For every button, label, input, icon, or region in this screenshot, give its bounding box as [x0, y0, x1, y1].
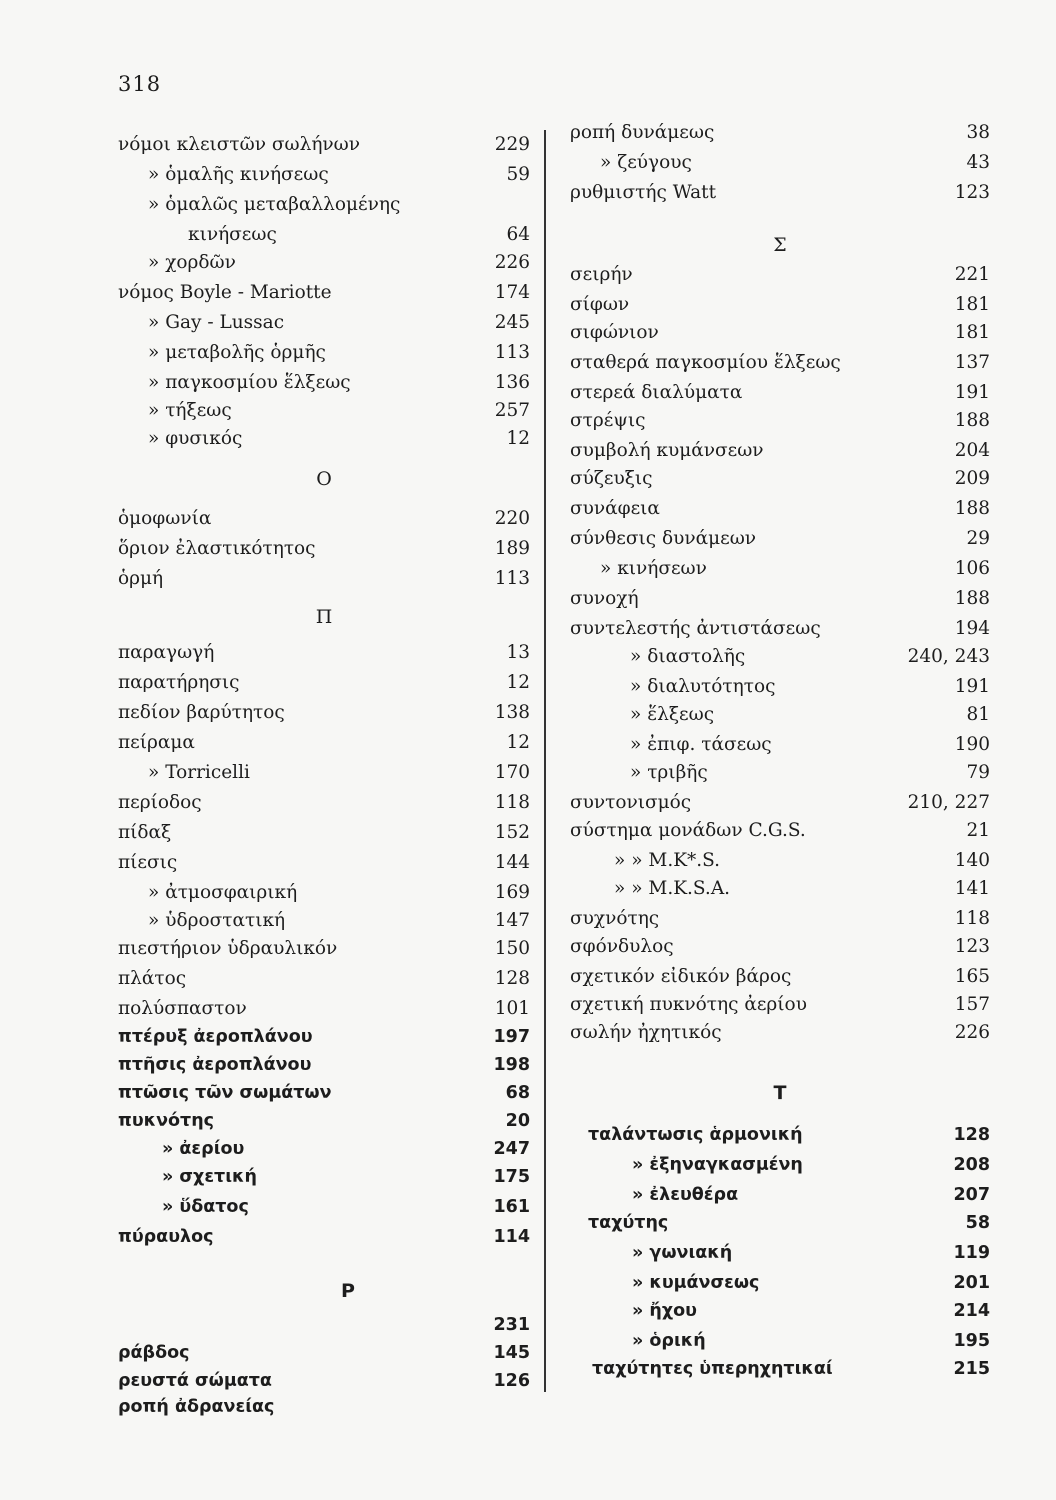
entry-page: 20 [505, 1111, 530, 1131]
entry-term: ρευστά σώματα [118, 1371, 272, 1391]
entry-page: 12 [506, 732, 530, 753]
index-entry [570, 526, 990, 552]
index-entry [118, 222, 530, 248]
index-entry [570, 1182, 990, 1208]
entry-term: ὁμοφωνία [118, 508, 212, 529]
index-entry [570, 1152, 990, 1178]
index-entry [118, 760, 530, 786]
entry-term: » διαστολῆς [630, 646, 746, 667]
entry-page: 123 [954, 936, 990, 957]
entry-term: σχετική πυκνότης ἀερίου [570, 994, 807, 1015]
index-entry [118, 1394, 530, 1420]
index-entry [118, 398, 530, 424]
column-divider [544, 130, 546, 1392]
entry-page: 119 [953, 1243, 990, 1263]
index-entry [570, 964, 990, 990]
index-entry [118, 670, 530, 696]
entry-term: ταχύτητες ὑπερηχητικαί [592, 1359, 833, 1379]
entry-term: ρυθμιστής Watt [570, 182, 717, 203]
entry-term: » φυσικός [148, 428, 243, 449]
entry-page: 152 [494, 822, 530, 843]
index-entry [118, 820, 530, 846]
entry-term: » ἤχου [632, 1301, 697, 1321]
entry-term: νόμοι κλειστῶν σωλήνων [118, 134, 360, 155]
entry-term: σωλήν ἠχητικός [570, 1022, 722, 1043]
entry-term: πολύσπαστον [118, 998, 247, 1019]
entry-page: 214 [953, 1301, 990, 1321]
entry-page: 12 [506, 672, 530, 693]
entry-page: 201 [953, 1273, 990, 1293]
entry-term: » ἐξηναγκασμένη [632, 1155, 803, 1175]
index-entry [570, 818, 990, 844]
entry-term: στερεά διαλύματα [570, 382, 743, 403]
index-entry [570, 616, 990, 642]
entry-page: 204 [954, 440, 990, 461]
index-entry [118, 700, 530, 726]
index-entry [118, 566, 530, 592]
entry-term: » ἐλευθέρα [632, 1185, 739, 1205]
entry-term: πτέρυξ ἀεροπλάνου [118, 1027, 313, 1047]
entry-page: 68 [505, 1083, 530, 1103]
index-entry [570, 180, 990, 206]
index-entry [570, 320, 990, 346]
index-entry [570, 262, 990, 288]
index-entry [118, 1340, 530, 1366]
index-entry [118, 370, 530, 396]
index-entry [570, 1020, 990, 1046]
entry-page: 240, 243 [907, 646, 990, 667]
entry-page: 174 [494, 282, 530, 303]
index-entry [570, 350, 990, 376]
index-entry [570, 702, 990, 728]
index-entry [570, 1210, 990, 1236]
entry-term: » » M.K*.S. [614, 850, 721, 871]
entry-page: 194 [954, 618, 990, 639]
section-heading: Ρ [341, 1280, 355, 1302]
index-entry [570, 380, 990, 406]
entry-page: 150 [494, 938, 530, 959]
entry-page: 257 [494, 400, 530, 421]
entry-term: » μεταβολῆς ὁρμῆς [148, 342, 326, 363]
entry-page: 13 [506, 642, 530, 663]
index-entry [570, 992, 990, 1018]
index-entry [570, 732, 990, 758]
entry-page: 229 [494, 134, 530, 155]
index-entry [118, 1052, 530, 1078]
entry-page: 126 [493, 1371, 530, 1391]
index-entry [570, 1270, 990, 1296]
entry-term: » ἀτμοσφαιρική [148, 882, 298, 903]
entry-term: » ὁρική [632, 1331, 706, 1351]
entry-page: 21 [966, 820, 990, 841]
index-entry [118, 1136, 530, 1162]
entry-term: πλάτος [118, 968, 187, 989]
entry-page: 231 [493, 1315, 530, 1335]
entry-term: » κυμάνσεως [632, 1273, 760, 1293]
entry-page: 101 [494, 998, 530, 1019]
entry-term: κινήσεως [188, 224, 277, 245]
entry-term: συντελεστής ἀντιστάσεως [570, 618, 821, 639]
entry-page: 144 [494, 852, 530, 873]
entry-term: ροπή δυνάμεως [570, 122, 715, 143]
entry-page: 157 [954, 994, 990, 1015]
entry-page: 221 [954, 264, 990, 285]
entry-term: πτῆσις ἀεροπλάνου [118, 1055, 312, 1075]
index-entry [118, 506, 530, 532]
entry-term: πίδαξ [118, 822, 172, 843]
entry-page: 123 [954, 182, 990, 203]
index-entry [570, 1328, 990, 1354]
entry-page: 165 [954, 966, 990, 987]
entry-term: » τήξεως [148, 400, 232, 421]
entry-page: 138 [494, 702, 530, 723]
entry-page: 226 [954, 1022, 990, 1043]
entry-page: 38 [966, 122, 990, 143]
entry-page: 220 [494, 508, 530, 529]
entry-term: σύζευξις [570, 468, 653, 489]
entry-term: » » M.K.S.A. [614, 878, 731, 899]
entry-term: » Gay - Lussac [148, 312, 285, 333]
entry-page: 29 [966, 528, 990, 549]
index-entry [118, 880, 530, 906]
entry-page: 141 [954, 878, 990, 899]
entry-page: 215 [953, 1359, 990, 1379]
entry-term: ροπή ἀδρανείας [118, 1397, 275, 1417]
entry-page: 113 [494, 342, 530, 363]
entry-term: σχετικόν εἰδικόν βάρος [570, 966, 792, 987]
index-entry [570, 292, 990, 318]
index-entry [118, 1164, 530, 1190]
entry-term: πύραυλος [118, 1227, 214, 1247]
index-entry [570, 496, 990, 522]
entry-page: 197 [493, 1027, 530, 1047]
index-entry [118, 966, 530, 992]
index-entry [118, 730, 530, 756]
index-entry [118, 850, 530, 876]
index-entry [570, 466, 990, 492]
index-entry [570, 644, 990, 670]
index-entry [570, 790, 990, 816]
entry-term: νόμος Boyle - Mariotte [118, 282, 332, 303]
entry-page: 207 [953, 1185, 990, 1205]
index-entry [118, 996, 530, 1022]
index-entry [118, 1224, 530, 1250]
entry-term: πιεστήριον ὑδραυλικόν [118, 938, 338, 959]
entry-page: 43 [966, 152, 990, 173]
entry-term: συντονισμός [570, 792, 692, 813]
section-heading: Τ [773, 1082, 787, 1104]
entry-term: παραγωγή [118, 642, 215, 663]
index-entry [118, 640, 530, 666]
index-entry [570, 760, 990, 786]
index-entry [570, 586, 990, 612]
entry-page: 190 [954, 734, 990, 755]
index-entry [570, 556, 990, 582]
entry-page: 128 [494, 968, 530, 989]
entry-page: 169 [494, 882, 530, 903]
entry-term: » ὁμαλῶς μεταβαλλομένης [148, 194, 401, 215]
entry-page: 59 [506, 164, 530, 185]
index-entry [570, 120, 990, 146]
entry-term: » διαλυτότητος [630, 676, 776, 697]
index-entry [118, 936, 530, 962]
entry-page: 145 [493, 1343, 530, 1363]
entry-page: 209 [954, 468, 990, 489]
index-entry [118, 250, 530, 276]
entry-term: » τριβῆς [630, 762, 708, 783]
index-entry [118, 1024, 530, 1050]
entry-term: συχνότης [570, 908, 660, 929]
entry-page: 118 [494, 792, 530, 813]
index-entry [118, 1312, 530, 1338]
entry-term: » Torricelli [148, 762, 250, 783]
index-entry [570, 1298, 990, 1324]
entry-page: 210, 227 [907, 792, 990, 813]
entry-term: » ὕδατος [162, 1197, 249, 1217]
entry-page: 198 [493, 1055, 530, 1075]
section-heading: Ο [316, 468, 332, 490]
entry-page: 181 [954, 322, 990, 343]
entry-term: ταλάντωσις ἁρμονική [588, 1125, 803, 1145]
entry-page: 64 [506, 224, 530, 245]
entry-term: » χορδῶν [148, 252, 236, 273]
entry-page: 12 [506, 428, 530, 449]
index-entry [570, 1356, 990, 1382]
entry-term: παρατήρησις [118, 672, 240, 693]
entry-page: 188 [954, 588, 990, 609]
index-entry [570, 438, 990, 464]
index-entry [118, 280, 530, 306]
index-entry [118, 162, 530, 188]
entry-term: σειρήν [570, 264, 633, 285]
index-entry [118, 790, 530, 816]
entry-term: σύνθεσις δυνάμεων [570, 528, 757, 549]
entry-term: » κινήσεων [600, 558, 707, 579]
entry-page: 175 [493, 1167, 530, 1187]
entry-term: » ὑδροστατική [148, 910, 286, 931]
entry-page: 161 [493, 1197, 530, 1217]
entry-term: συμβολή κυμάνσεων [570, 440, 764, 461]
index-entry [118, 1108, 530, 1134]
entry-term: πίεσις [118, 852, 178, 873]
entry-term: πεδίον βαρύτητος [118, 702, 285, 723]
entry-page: 208 [953, 1155, 990, 1175]
index-entry [118, 1194, 530, 1220]
index-entry [570, 848, 990, 874]
entry-term: πείραμα [118, 732, 195, 753]
entry-term: σύστημα μονάδων C.G.S. [570, 820, 806, 841]
entry-term: ὁρμή [118, 568, 164, 589]
index-entry [570, 876, 990, 902]
entry-page: 226 [494, 252, 530, 273]
entry-page: 81 [966, 704, 990, 725]
entry-page: 113 [494, 568, 530, 589]
entry-term: σταθερά παγκοσμίου ἕλξεως [570, 352, 841, 373]
entry-term: συνάφεια [570, 498, 660, 519]
entry-term: » ἐπιφ. τάσεως [630, 734, 772, 755]
entry-term: πτῶσις τῶν σωμάτων [118, 1083, 332, 1103]
index-entry [118, 340, 530, 366]
entry-term: ὅριον ἐλαστικότητος [118, 538, 316, 559]
entry-term: περίοδος [118, 792, 202, 813]
entry-page: 170 [494, 762, 530, 783]
entry-term: » ὁμαλῆς κινήσεως [148, 164, 329, 185]
entry-page: 58 [965, 1213, 990, 1233]
index-entry [570, 934, 990, 960]
entry-term: σφόνδυλος [570, 936, 674, 957]
entry-term: » γωνιακή [632, 1243, 733, 1263]
entry-page: 128 [953, 1125, 990, 1145]
entry-term: σιφώνιον [570, 322, 659, 343]
entry-page: 189 [494, 538, 530, 559]
entry-page: 195 [953, 1331, 990, 1351]
entry-page: 147 [494, 910, 530, 931]
entry-page: 118 [954, 908, 990, 929]
entry-term: » ἀερίου [162, 1139, 245, 1159]
entry-term: » παγκοσμίου ἕλξεως [148, 372, 351, 393]
entry-term: σίφων [570, 294, 630, 315]
index-entry [570, 150, 990, 176]
entry-page: 140 [954, 850, 990, 871]
index-entry [118, 426, 530, 452]
entry-term: » σχετική [162, 1167, 257, 1187]
index-entry [118, 1080, 530, 1106]
entry-term: στρέψις [570, 410, 646, 431]
entry-page: 188 [954, 410, 990, 431]
entry-page: 106 [954, 558, 990, 579]
index-entry [118, 132, 530, 158]
entry-page: 137 [954, 352, 990, 373]
entry-page: 114 [493, 1227, 530, 1247]
entry-page: 188 [954, 498, 990, 519]
index-entry [118, 536, 530, 562]
entry-term: συνοχή [570, 588, 639, 609]
index-entry [118, 908, 530, 934]
entry-page: 191 [954, 676, 990, 697]
entry-page: 136 [494, 372, 530, 393]
entry-page: 245 [494, 312, 530, 333]
entry-page: 181 [954, 294, 990, 315]
entry-page: 247 [493, 1139, 530, 1159]
entry-term: » ζεύγους [600, 152, 692, 173]
entry-term: ταχύτης [588, 1213, 669, 1233]
index-entry [570, 1240, 990, 1266]
entry-page: 79 [966, 762, 990, 783]
page-number: 318 [118, 72, 162, 96]
index-entry [570, 408, 990, 434]
index-entry [570, 906, 990, 932]
entry-page: 191 [954, 382, 990, 403]
index-entry [570, 1122, 990, 1148]
section-heading: Σ [773, 234, 787, 256]
section-heading: Π [315, 606, 333, 628]
entry-term: » ἕλξεως [630, 704, 715, 725]
entry-term: ράβδος [118, 1343, 190, 1363]
entry-term: πυκνότης [118, 1111, 215, 1131]
index-entry [118, 310, 530, 336]
index-entry [118, 192, 530, 218]
index-entry [570, 674, 990, 700]
index-entry [118, 1368, 530, 1394]
